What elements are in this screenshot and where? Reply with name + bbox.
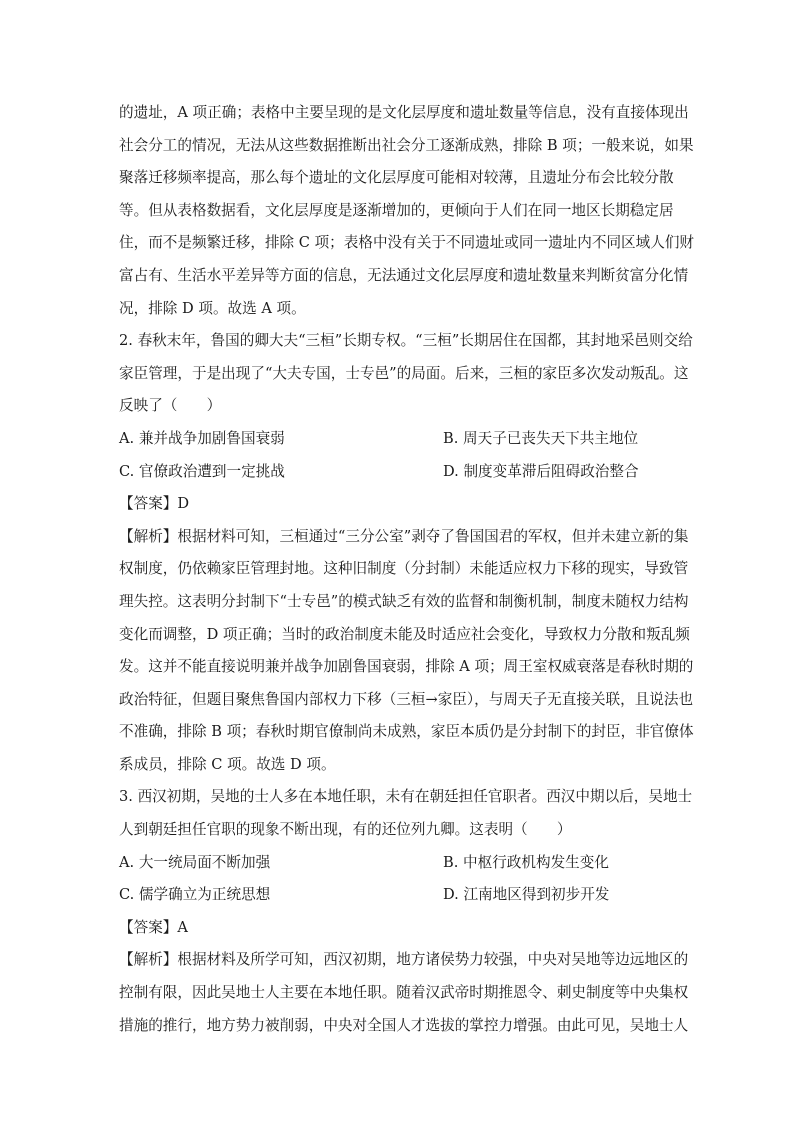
options-row [119,423,679,456]
analysis-line: 发。这并不能直接说明兼并战争加剧鲁国衰弱，排除 A 项；周王室权威衰落是春秋时期的 [119,658,694,676]
option-b: B. 中枢行政机构发生变化 [443,853,609,871]
text-line: 等。但从表格数据看，文化层厚度是逐渐增加的，更倾向于人们在同一地区长期稳定居 [119,201,674,219]
previous-question-explanation [119,97,695,325]
question-2 [119,325,694,781]
text-line: 的遗址，A 项正确；表格中主要呈现的是文化层厚度和遗址数量等信息，没有直接体现出 [119,104,689,121]
analysis-line: 政治特征，但题目聚焦鲁国内部权力下移（三桓→家臣），与周天子无直接关联，且说法也 [119,690,694,708]
question-stem-line: 反映了（ ） [119,397,222,415]
analysis-line: 系成员，排除 C 项。故选 D 项。 [119,755,336,773]
option-a: A. 兼并战争加剧鲁国衰弱 [119,429,285,447]
option-c: C. 儒学确立为正统思想 [119,886,271,904]
options-row [119,847,679,880]
option-c: C. 官僚政治遭到一定挑战 [119,462,285,480]
question-stem-line: 2. 春秋末年，鲁国的卿大夫“三桓”长期专权。“三桓”长期居住在国都，其封地采邑则交给 [119,332,693,350]
text-line: 富占有、生活水平差异等方面的信息，无法通过文化层厚度和遗址数量来判断贫富分化情 [119,266,689,284]
analysis-line: 【解析】根据材料可知，三桓通过“三分公室”剥夺了鲁国国君的军权，但并未建立新的集 [119,527,689,545]
option-d: D. 江南地区得到初步开发 [443,886,610,904]
text-line: 聚落迁移频率提高，那么每个遗址的文化层厚度可能相对较薄，且遗址分布会比较分散 [119,169,674,187]
analysis-line: 不准确，排除 B 项；春秋时期官僚制尚未成熟，家臣本质仍是分封制下的封臣，非官僚体 [119,723,694,741]
analysis-line: 【解析】根据材料及所学可知，西汉初期，地方诸侯势力较强，中央对吴地等边远地区的 [119,951,689,969]
analysis-line: 措施的推行，地方势力被削弱，中央对全国人才选拔的掌控力增强。由此可见，吴地士人 [119,1016,689,1034]
analysis-line: 理失控。这表明分封制下“士专邑”的模式缺乏有效的监督和制衡机制，制度未随权力结构 [119,592,689,610]
question-3 [119,781,693,1042]
option-d: D. 制度变革滞后阻碍政治整合 [443,462,639,480]
text-line: 社会分工的情况，无法从这些数据推断出社会分工逐渐成熟，排除 B 项；一般来说，如果 [119,136,694,154]
analysis-line: 变化而调整，D 项正确；当时的政治制度未能及时适应社会变化，导致权力分散和叛乱频 [119,625,690,643]
answer-label: 【答案】A [119,918,188,936]
option-a: A. 大一统局面不断加强 [119,853,271,871]
analysis-line: 权制度，仍依赖家臣管理封地。这种旧制度（分封制）未能适应权力下移的现实，导致管 [119,560,689,578]
text-line: 况，排除 D 项。故选 A 项。 [119,299,306,317]
question-stem-line: 家臣管理，于是出现了“大夫专国，士专邑”的局面。后来，三桓的家臣多次发动叛乱。这 [119,364,689,382]
text-line: 住，而不是频繁迁移，排除 C 项；表格中没有关于不同遗址或同一遗址内不同区域人们财 [119,234,695,252]
options-row [119,879,679,912]
options-row [119,456,679,489]
analysis-line: 控制有限，因此吴地士人主要在本地任职。随着汉武帝时期推恩令、刺史制度等中央集权 [119,984,689,1002]
answer-label: 【答案】D [119,495,190,513]
option-b: B. 周天子已丧失天下共主地位 [443,429,639,447]
question-stem-line: 3. 西汉初期，吴地的士人多在本地任职，未有在朝廷担任官职者。西汉中期以后，吴地士 [119,788,693,806]
question-stem-line: 人到朝廷担任官职的现象不断出现，有的还位列九卿。这表明（ ） [119,821,572,839]
page-content [119,97,695,1042]
